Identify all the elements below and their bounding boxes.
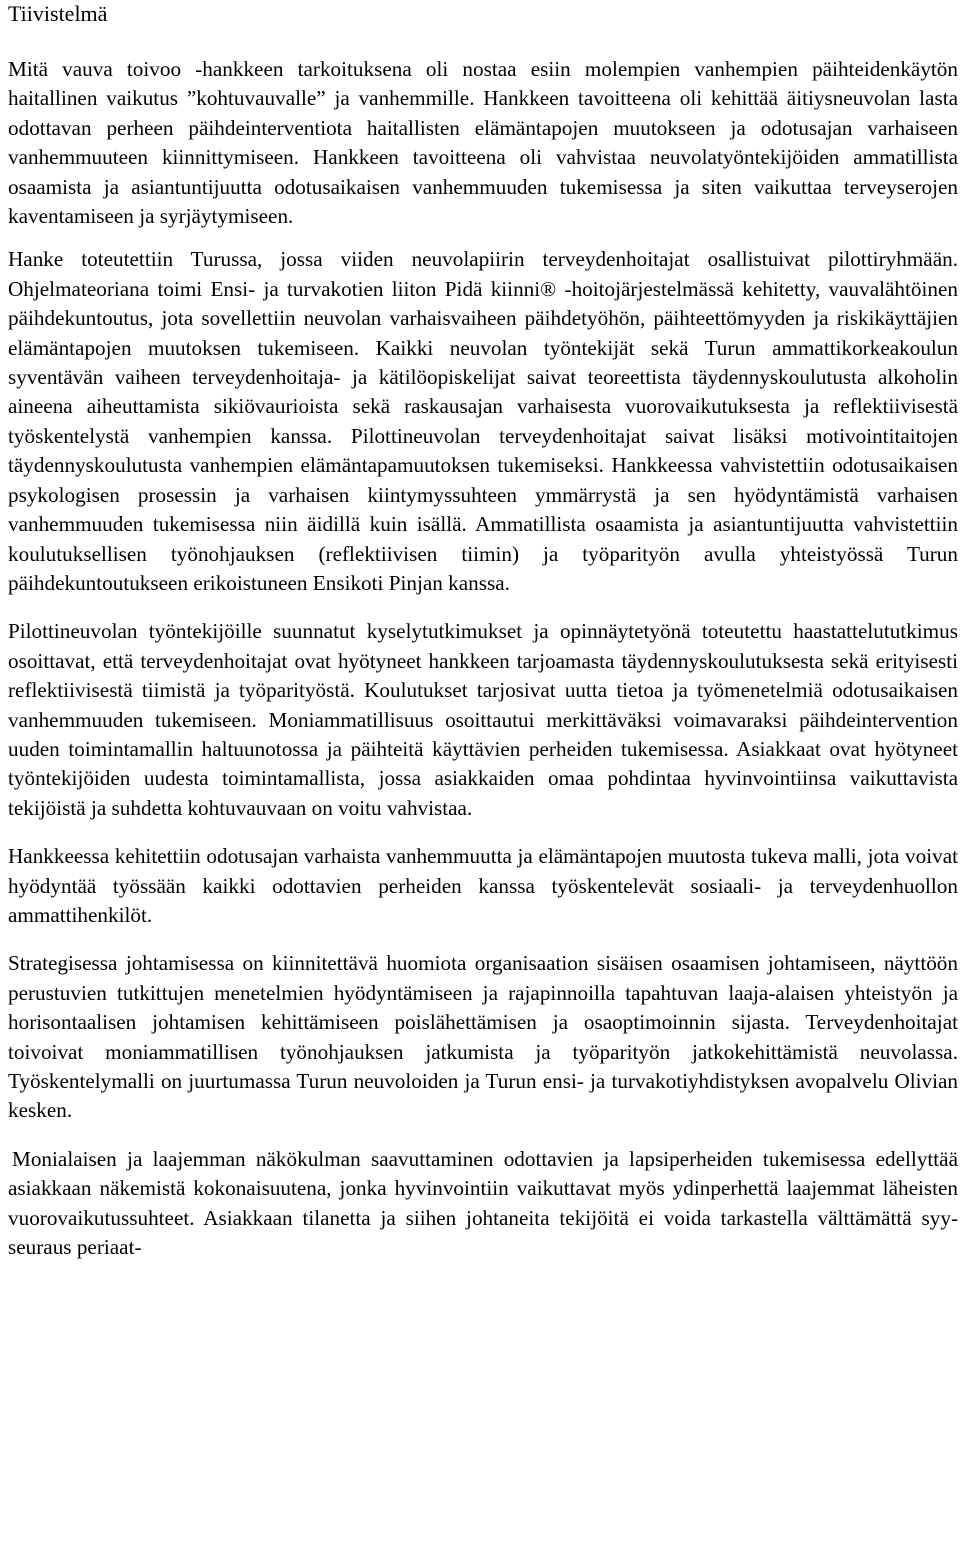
page-title: Tiivistelmä [8,1,108,26]
paragraph-strategy: Strategisessa johtamisessa on kiinnitettävä huomiota organisaation sisäisen osaamisen johtamiseen, näyttöön perustuvien tutkittujen menetelmien hyödyntämiseen ja rajapinnoilla tapahtuvan laaja-alaisen yhteistyön ja horisontaalisen johtamisen kehittämiseen poislähettämisen ja osaoptimoinnin sijasta. Terveydenhoitajat toivoivat moniammatillisen työnohjauksen jatkumista ja työparityön jatkokehittämistä neuvolassa. Työskentelymalli on juurtumassa Turun neuvoloiden ja Turun ensi- ja turvakotiyhdistyksen avopalvelu Olivian kesken. [8,951,958,1123]
paragraph-results: Pilottineuvolan työntekijöille suunnatut kyselytutkimukset ja opinnäytetyönä toteutettu haastattelututkimus osoittavat, että terveydenhoitajat ovat hyötyneet hankkeen tarjoamasta täydennyskoulutuksesta sekä erityisesti reflektiivisestä tiimistä ja työparityöstä. Koulutukset tarjosivat uutta tietoa ja työmenetelmiä odotusaikaisen vanhemmuuden tukemiseen. Moniammatillisuus osoittautui merkittäväksi voimavaraksi päihdeintervention uuden toimintamallin haltuunotossa ja päihteitä käyttävien perheiden tukemisessa. Asiakkaat ovat hyötyneet työntekijöiden uudesta toimintamallista, jossa asiakkaiden omaa pohdintaa hyvinvointiinsa vaikuttavista tekijöistä ja suhdetta kohtuvauvaan on voitu vahvistaa. [8,619,958,820]
paragraph-purpose: Mitä vauva toivoo -hankkeen tarkoituksena oli nostaa esiin molempien vanhempien päihteidenkäytön haitallinen vaikutus ”kohtuvauvalle” ja vanhemmille. Hankkeen tavoitteena oli kehittää äitiysneuvolan lasta odottavan perheen päihdeinterventiota haitallisten elämäntapojen muutokseen ja odotusajan varhaiseen vanhemmuuteen kiinnittymiseen. Hankkeen tavoitteena oli vahvistaa neuvolatyöntekijöiden ammatillista osaamista ja asiantuntijuutta odotusaikaisen vanhemmuuden tukemisessa ja siten vaikuttaa terveyserojen kaventamiseen ja syrjäytymiseen. [8,57,958,229]
paragraph-model: Hankkeessa kehitettiin odotusajan varhaista vanhemmuutta ja elämäntapojen muutosta tukeva malli, jota voivat hyödyntää työssään kaikki odottavien perheiden kanssa työskentelevät sosiaali- ja terveydenhuollon ammattihenkilöt. [8,844,958,927]
document-page [8,0,958,1262]
paragraph-implementation: Hanke toteutettiin Turussa, jossa viiden neuvolapiirin terveydenhoitajat osallistuivat pilottiryhmään. Ohjelmateoriana toimi Ensi- ja turvakotien liiton Pidä kiinni® -hoitojärjestelmässä kehitetty, vauvalähtöinen päihdekuntoutus, jota sovellettiin neuvolan varhaisvaiheen päihdetyöhön, päihteettömyyden ja riskikäyttäjien elämäntapojen muutoksen tukemiseen. Kaikki neuvolan työntekijät sekä Turun ammattikorkeakoulun syventävän vaiheen terveydenhoitaja- ja kätilöopiskelijat saivat teoreettista täydennyskoulutusta alkoholin aineena aiheuttamista sikiövaurioista sekä raskausajan varhaisesta vuorovaikutuksesta ja reflektiivisestä työskentelystä vanhempien kanssa. Pilottineuvolan terveydenhoitajat saivat lisäksi motivointitaitojen täydennyskoulutusta vanhempien elämäntapamuutoksen tukemiseksi. Hankkeessa vahvistettiin odotusaikaisen psykologisen prosessin ja varhaisen kiintymyssuhteen ymmärrystä ja sen hyödyntämistä varhaisen vanhemmuuden tukemisessa niin äidillä kuin isällä. Ammatillista osaamista ja asiantuntijuutta vahvistettiin koulutuksellisen työnohjauksen (reflektiivisen tiimin) ja työparityön avulla yhteistyössä Turun päihdekuntoutukseen erikoistuneen Ensikoti Pinjan kanssa. [8,247,958,595]
paragraph-multidisciplinary: Monialaisen ja laajemman näkökulman saavuttaminen odottavien ja lapsiperheiden tukemisessa edellyttää asiakkaan näkemistä kokonaisuutena, jonka hyvinvointiin vaikuttavat myös ydinperhettä laajemmat läheisten vuorovaikutussuhteet. Asiakkaan tilanetta ja siihen johtaneita tekijöitä ei voida tarkastella välttämättä syy-seuraus periaat- [8,1146,958,1260]
